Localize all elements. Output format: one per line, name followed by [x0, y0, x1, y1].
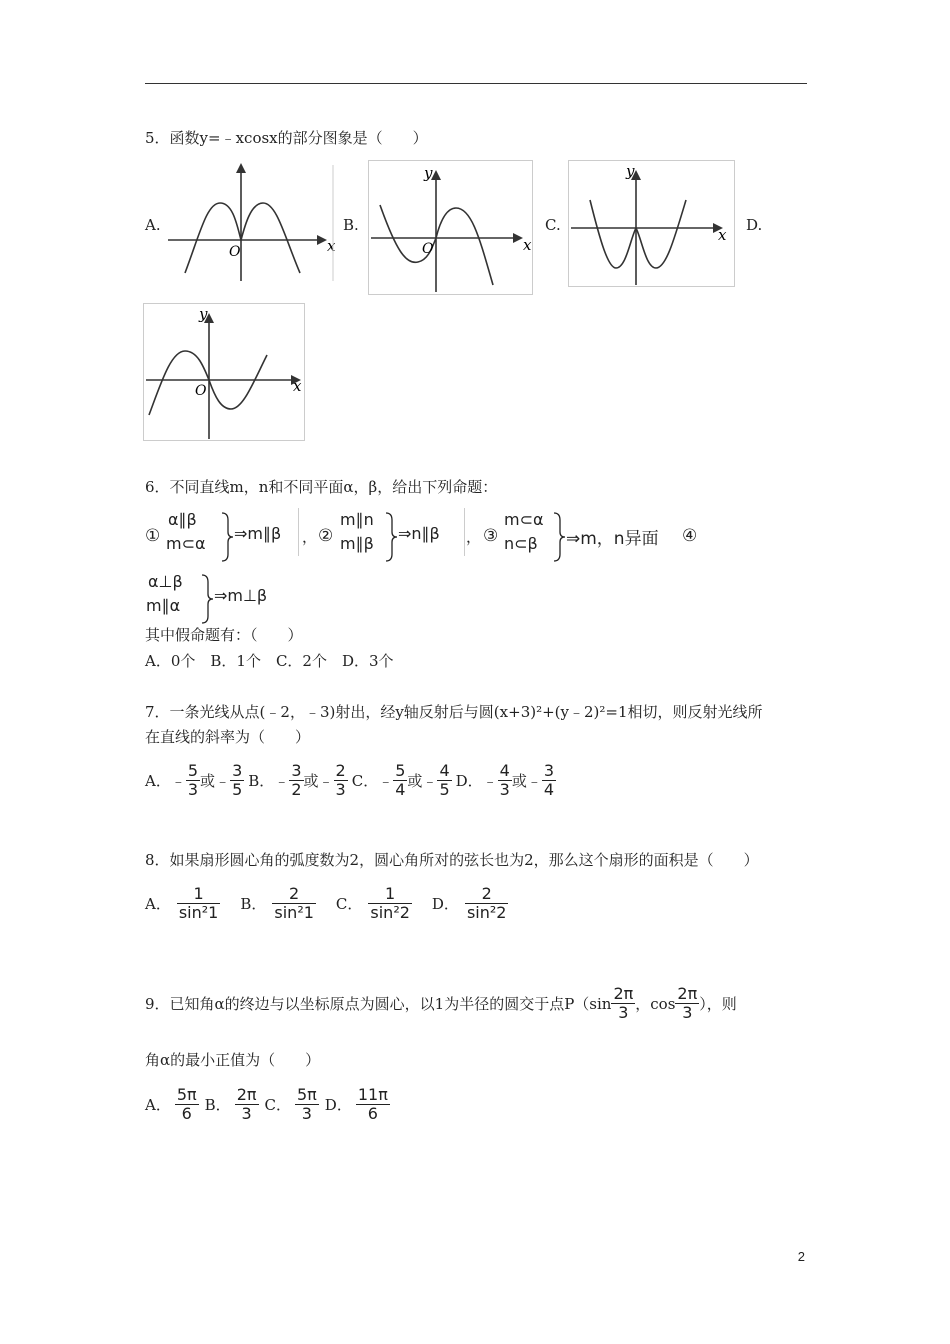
- q5-graph-b: [368, 160, 533, 295]
- q6-prop3: m⊂α n⊂β: [504, 510, 544, 553]
- q6-stem: 6．不同直线m，n和不同平面α，β，给出下列命题：: [145, 478, 498, 496]
- q6-prop3-concl: ⇒m，n异面: [566, 529, 659, 549]
- q5-d-curve: [149, 351, 267, 415]
- q5-option-c-label: C.: [545, 216, 561, 234]
- q8-d-frac: $\frac{2}{\text{sin²2}}$: [466, 884, 507, 922]
- q6-num-4: ④: [682, 526, 698, 546]
- q9-c-frac: $\frac{5\pi}{3}$: [296, 1085, 317, 1123]
- q8-c-frac: $\frac{1}{\text{sin²2}}$: [370, 884, 410, 922]
- q5-graph-c: [568, 160, 735, 287]
- q7-stem-1: 7．一条光线从点(﹣2，﹣3)射出，经y轴反射后与圆(x+3)²+(y﹣2)²=1相切，则反射光线所: [145, 703, 763, 721]
- q9-frac-cos: $\frac{2\pi}{3}$: [677, 984, 698, 1022]
- q7-b-frac2: $\frac{2}{3}$: [335, 761, 346, 799]
- q6-brace-4: [200, 574, 214, 624]
- q6-prop4: α⊥β m∥α: [146, 572, 183, 615]
- q8-options: [145, 885, 508, 922]
- q5-a-y-arrow: [236, 163, 246, 173]
- q7-a-frac2: $\frac{3}{5}$: [232, 761, 243, 799]
- q8-d-label: D．: [431, 895, 459, 913]
- q6-brace-3: [552, 512, 566, 562]
- svg-text:O: O: [422, 241, 434, 257]
- q5-option-a-label: A.: [145, 216, 161, 234]
- q7-c-label: C．: [351, 772, 379, 790]
- q6-prop1-concl: ⇒m∥β: [234, 524, 282, 543]
- q9-d-label: D．: [324, 1096, 352, 1114]
- page-number: 2: [797, 1249, 805, 1264]
- q7-b-frac1: $\frac{3}{2}$: [291, 761, 302, 799]
- q6-options: A．0个 B．1个 C．2个 D．3个: [145, 652, 394, 670]
- q6-num-2: ②: [318, 526, 334, 546]
- q5-option-d-label: D.: [746, 216, 763, 234]
- q7-d-label: D．: [455, 772, 483, 790]
- q9-stem-1: 9．已知角α的终边与以坐标原点为圆心，以1为半径的圆交于点P（sin $\frac{2\pi}{3}$ ，cos $\frac{2\pi}{3}$ ），则: [145, 984, 737, 1022]
- q8-a-label: A．: [145, 895, 171, 913]
- q6-num-3: ③: [483, 526, 499, 546]
- q7-b-label: B．: [248, 772, 275, 790]
- svg-text:x: x: [718, 226, 727, 244]
- q6-brace-1: [220, 512, 234, 562]
- q7-c-frac1: $\frac{5}{4}$: [395, 761, 406, 799]
- q9-a-frac: $\frac{5\pi}{6}$: [176, 1085, 197, 1123]
- q9-b-label: B．: [204, 1096, 231, 1114]
- q5-a-x-label: x: [327, 237, 335, 255]
- q5-a-origin: O: [229, 244, 241, 260]
- q6-num-1: ①: [145, 526, 161, 546]
- q7-a-frac1: $\frac{5}{3}$: [187, 761, 199, 799]
- q9-stem-2: 角α的最小正值为（ ）: [145, 1051, 321, 1069]
- q6-prop4-concl: ⇒m⊥β: [214, 586, 268, 605]
- q8-c-label: C．: [335, 895, 363, 913]
- q8-b-frac: $\frac{2}{\text{sin²1}}$: [274, 884, 314, 922]
- q8-stem: 8．如果扇形圆心角的弧度数为2，圆心角所对的弦长也为2，那么这个扇形的面积是（ ）: [145, 851, 759, 869]
- q7-d-frac1: $\frac{4}{3}$: [499, 761, 510, 799]
- q5-graph-a: [165, 163, 335, 283]
- q6-prop1: α∥β m⊂α: [166, 510, 206, 553]
- svg-text:y: y: [424, 164, 433, 182]
- q5-graph-d: [143, 303, 305, 441]
- q7-stem-2: 在直线的斜率为（ ）: [145, 728, 311, 746]
- q9-options: [145, 1086, 390, 1123]
- q6-prop2: m∥n m∥β: [340, 510, 374, 553]
- svg-text:x: x: [523, 236, 532, 254]
- q9-d-frac: $\frac{11\pi}{6}$: [357, 1085, 388, 1123]
- q8-a-frac: $\frac{1}{\text{sin²1}}$: [178, 884, 219, 922]
- q5-stem: 5．函数y=﹣xcosx的部分图象是（ ）: [145, 129, 428, 147]
- q9-a-label: A．: [145, 1096, 171, 1114]
- q9-frac-sin: $\frac{2\pi}{3}$: [613, 984, 634, 1022]
- q8-b-label: B．: [240, 895, 267, 913]
- q6-brace-2: [384, 512, 398, 562]
- svg-text:y: y: [626, 162, 635, 180]
- q9-b-frac: $\frac{2\pi}{3}$: [236, 1085, 257, 1123]
- q7-c-frac2: $\frac{4}{5}$: [439, 761, 450, 799]
- svg-text:y: y: [199, 305, 208, 323]
- q7-a-label: A．: [145, 772, 171, 790]
- q5-option-b-label: B.: [343, 216, 359, 234]
- q7-options: A． ﹣ $\frac{5}{3}$ 或 ﹣ $\frac{3}{5}$ B． ﹣ $\frac{3}{2}$ 或 ﹣ $\frac{2}{3}$ C． ﹣ $\frac{5}{4}$ 或 ﹣ $\frac{4}{5}$ D． ﹣ $\frac{4}{3}$ 或 ﹣ $\frac{3}{4}$: [145, 761, 555, 799]
- q7-d-frac2: $\frac{3}{4}$: [543, 761, 555, 799]
- q5-a-x-arrow: [317, 235, 327, 245]
- q6-prop2-concl: ⇒n∥β: [398, 524, 440, 543]
- q9-c-label: C．: [264, 1096, 291, 1114]
- svg-text:O: O: [195, 383, 207, 399]
- q5-a-curve: [185, 203, 300, 273]
- header-rule: [145, 83, 807, 84]
- q6-tail: 其中假命题有：（ ）: [145, 626, 303, 644]
- svg-text:x: x: [293, 377, 302, 395]
- q5-c-curve: [590, 200, 686, 268]
